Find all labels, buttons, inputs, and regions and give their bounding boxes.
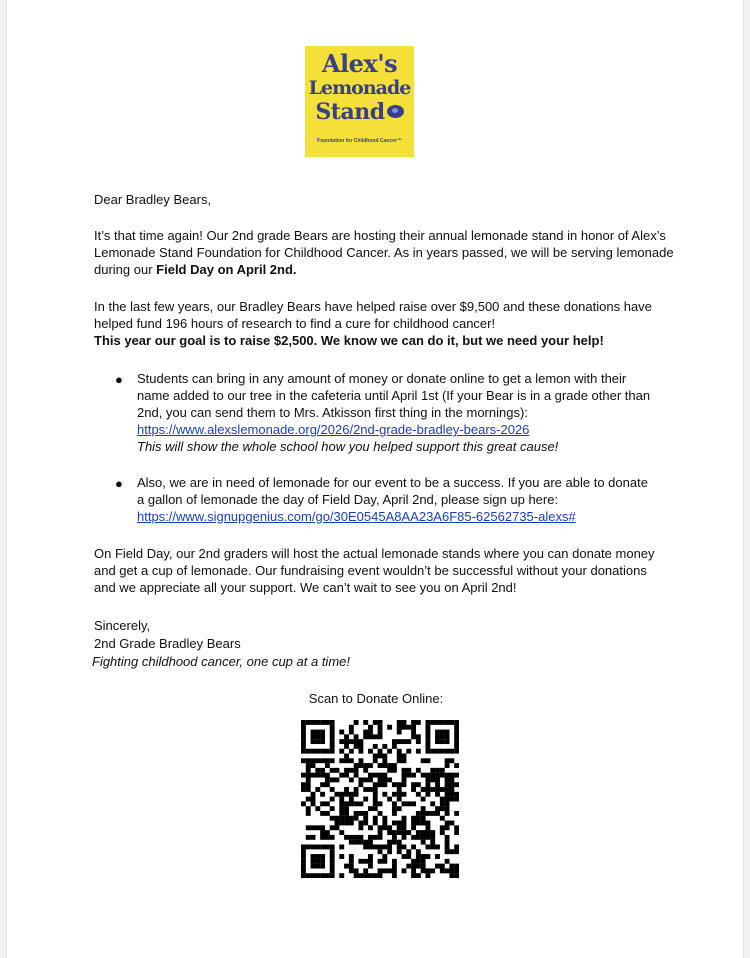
motto: Fighting childhood cancer, one cup at a time! — [92, 654, 350, 669]
goal-statement: This year our goal is to raise $2,500. We know we can do it, but we need your help! — [94, 333, 604, 348]
bullet-marker-2: ● — [115, 476, 123, 491]
logo-line-3: Stand — [305, 99, 414, 125]
signature: 2nd Grade Bradley Bears — [94, 636, 241, 651]
bullet-item-lemonade-signup: Also, we are in need of lemonade for our event to be a success. If you are able to donate a gallon of lemonade the day of Field Day, April 2nd, please sign up here: https://www.signupgenius.com/go/30E0545A8AA23A6F85-62562735-alexs# — [137, 475, 648, 524]
bullet-item-donate: Students can bring in any amount of money or donate online to get a lemon with their name added to our tree in the cafeteria until April 1st (If your Bear is in a grade other than 2nd, you can send them to Mrs. Atkisson first thing in the mornings): https://www.alexslemonade.org/2026/2nd-grade-bradley-bears-2026 This will show the whole school how you helped support this great cause! — [137, 371, 651, 454]
logo-line-1: Alex's — [321, 49, 398, 78]
lemon-icon — [387, 105, 404, 118]
donation-qr-code[interactable] — [301, 720, 459, 878]
logo-tagline: Foundation for Childhood Cancer™ — [317, 138, 402, 144]
donate-link[interactable]: https://www.alexslemonade.org/2026/2nd-grade-bradley-bears-2026 — [137, 422, 530, 437]
letter-page — [6, 0, 744, 958]
field-day-paragraph: On Field Day, our 2nd graders will host the actual lemonade stands where you can donate money and get a cup of lemonade. Our fundraising event wouldn’t be successful without your donations and we appreciate all your support. We can’t wait to see you on April 2nd! — [94, 546, 655, 595]
closing: Sincerely, — [94, 618, 151, 633]
scan-label: Scan to Donate Online: — [308, 691, 444, 706]
bullet-marker-1: ● — [115, 372, 123, 387]
logo-line-2: Lemonade — [308, 77, 411, 99]
signup-link[interactable]: https://www.signupgenius.com/go/30E0545A8AA23A6F85-62562735-alexs# — [137, 509, 576, 524]
qr-code-image — [301, 720, 459, 878]
intro-paragraph: It’s that time again! Our 2nd grade Bears are hosting their annual lemonade stand in honor of Alex’s Lemonade Stand Foundation for Childhood Cancer. As in years passed, we will be serving lemonade during our Field Day on April 2nd. — [94, 228, 674, 277]
history-paragraph: In the last few years, our Bradley Bears have helped raise over $9,500 and these donations have helped fund 196 hours of research to find a cure for childhood cancer! This year our goal is to raise $2,500. We know we can do it, but we need your help! — [94, 299, 652, 348]
field-day-date: Field Day on April 2nd. — [156, 262, 297, 277]
greeting: Dear Bradley Bears, — [94, 192, 212, 207]
alexs-lemonade-stand-logo — [305, 46, 414, 157]
bullet-note: This will show the whole school how you helped support this great cause! — [137, 439, 559, 454]
